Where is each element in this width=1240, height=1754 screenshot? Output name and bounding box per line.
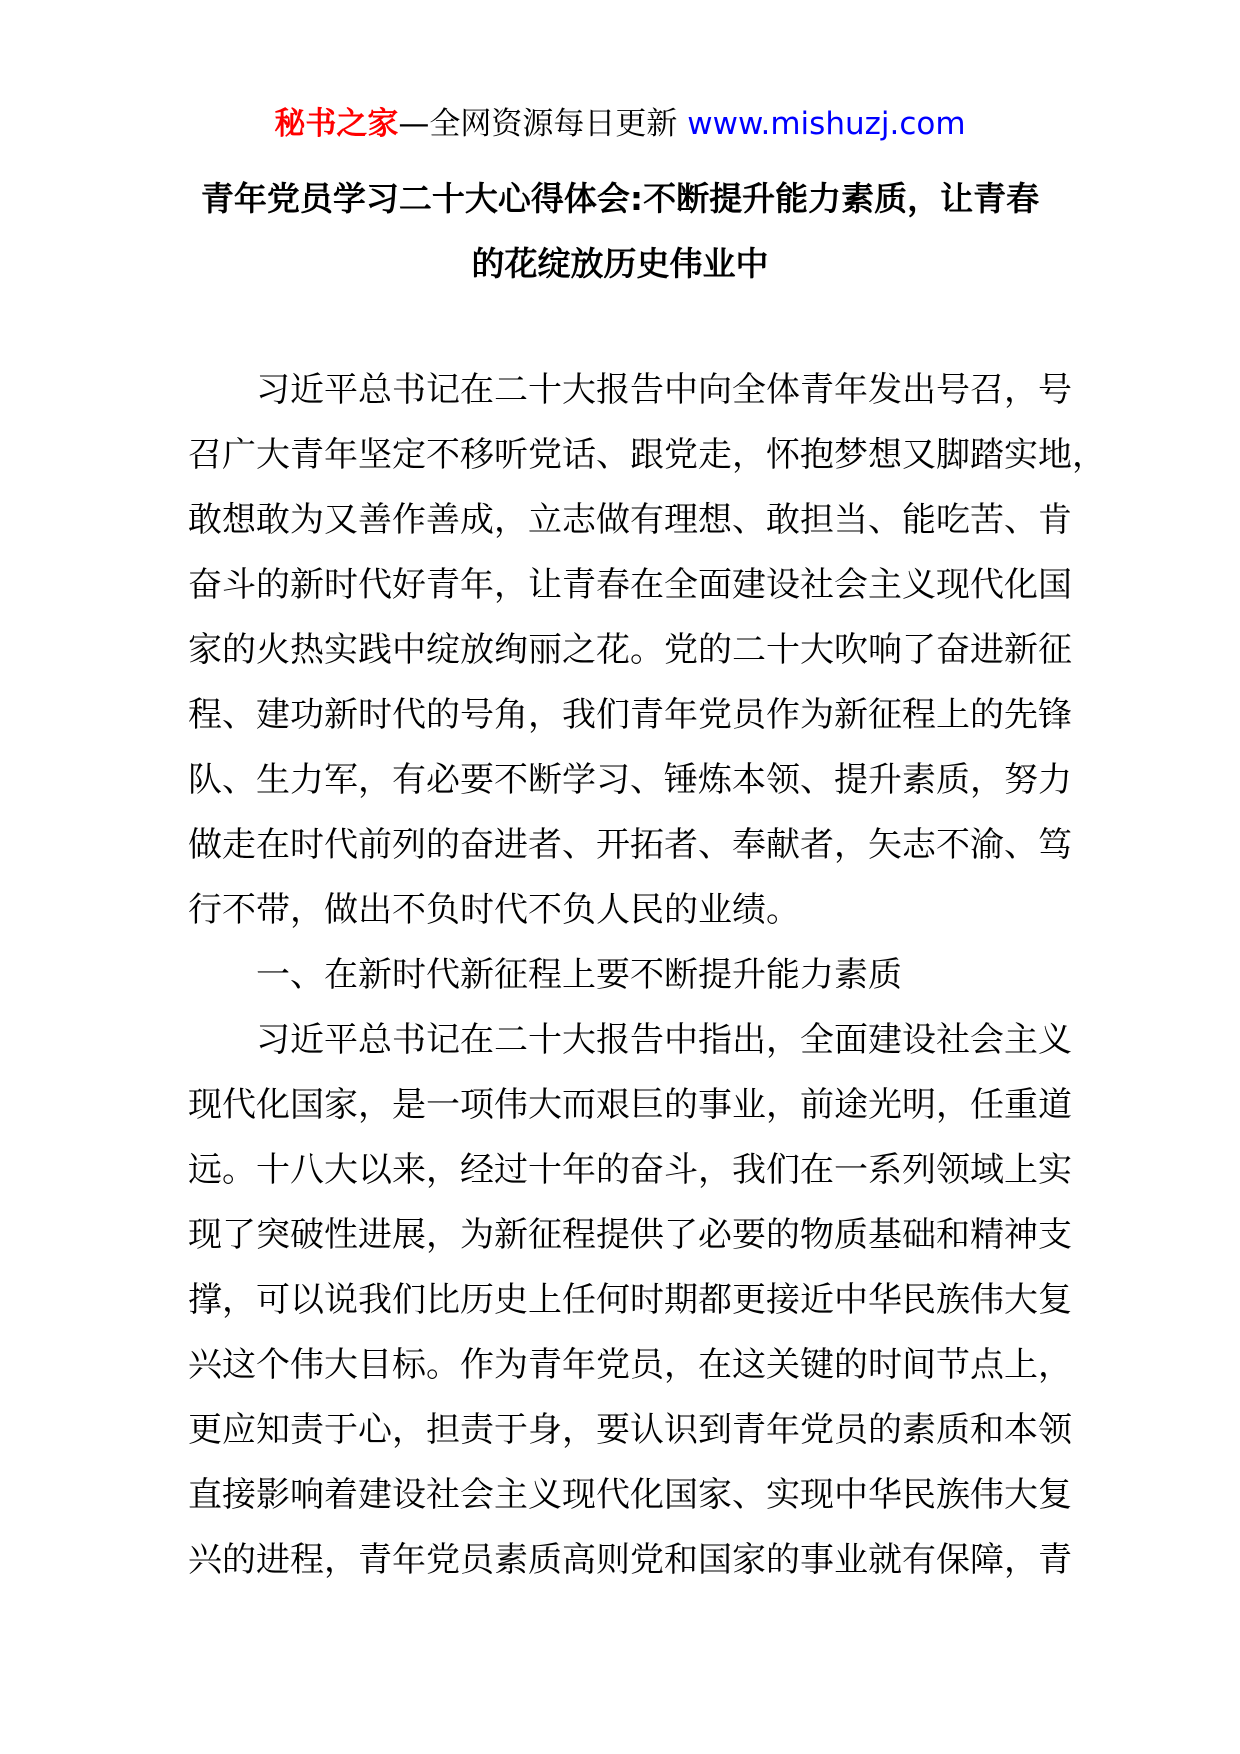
body-line: 做走在时代前列的奋进者、开拓者、奉献者，矢志不渝、笃 <box>188 825 1072 865</box>
body-line: 家的火热实践中绽放绚丽之花。党的二十大吹响了奋进新征 <box>188 630 1072 670</box>
body-line: 兴这个伟大目标。作为青年党员，在这关键的时间节点上， <box>188 1345 1072 1385</box>
article-body <box>188 358 1106 1593</box>
body-line: 远。十八大以来，经过十年的奋斗，我们在一系列领域上实 <box>188 1150 1072 1190</box>
body-line: 奋斗的新时代好青年，让青春在全面建设社会主义现代化国 <box>188 565 1072 605</box>
body-line: 敢想敢为又善作善成，立志做有理想、敢担当、能吃苦、肯 <box>188 500 1072 540</box>
body-line: 召广大青年坚定不移听党话、跟党走，怀抱梦想又脚踏实地， <box>188 435 1106 475</box>
body-line: 习近平总书记在二十大报告中向全体青年发出号召，号 <box>256 370 1072 410</box>
site-header <box>0 98 1240 150</box>
brand-name: 秘书之家 <box>274 106 399 142</box>
title-line-1: 青年党员学习二十大心得体会:不断提升能力素质，让青春 <box>200 179 1040 218</box>
section-heading: 一、在新时代新征程上要不断提升能力素质 <box>256 955 902 995</box>
body-line: 习近平总书记在二十大报告中指出，全面建设社会主义 <box>256 1020 1072 1060</box>
body-line: 现了突破性进展，为新征程提供了必要的物质基础和精神支 <box>188 1215 1072 1255</box>
title-line-2: 的花绽放历史伟业中 <box>471 244 769 283</box>
site-url-link[interactable]: www.mishuzj.com <box>687 106 966 142</box>
body-line: 队、生力军，有必要不断学习、锤炼本领、提升素质，努力 <box>188 760 1072 800</box>
article-title <box>180 166 1060 296</box>
header-tagline: —全网资源每日更新 <box>398 106 688 142</box>
body-line: 更应知责于心，担责于身，要认识到青年党员的素质和本领 <box>188 1410 1072 1450</box>
body-line: 程、建功新时代的号角，我们青年党员作为新征程上的先锋 <box>188 695 1072 735</box>
body-line: 现代化国家，是一项伟大而艰巨的事业，前途光明，任重道 <box>188 1085 1072 1125</box>
body-line: 撑，可以说我们比历史上任何时期都更接近中华民族伟大复 <box>188 1280 1072 1320</box>
body-line: 行不带，做出不负时代不负人民的业绩。 <box>188 890 800 930</box>
body-line: 兴的进程，青年党员素质高则党和国家的事业就有保障，青 <box>188 1540 1072 1580</box>
body-line: 直接影响着建设社会主义现代化国家、实现中华民族伟大复 <box>188 1475 1072 1515</box>
